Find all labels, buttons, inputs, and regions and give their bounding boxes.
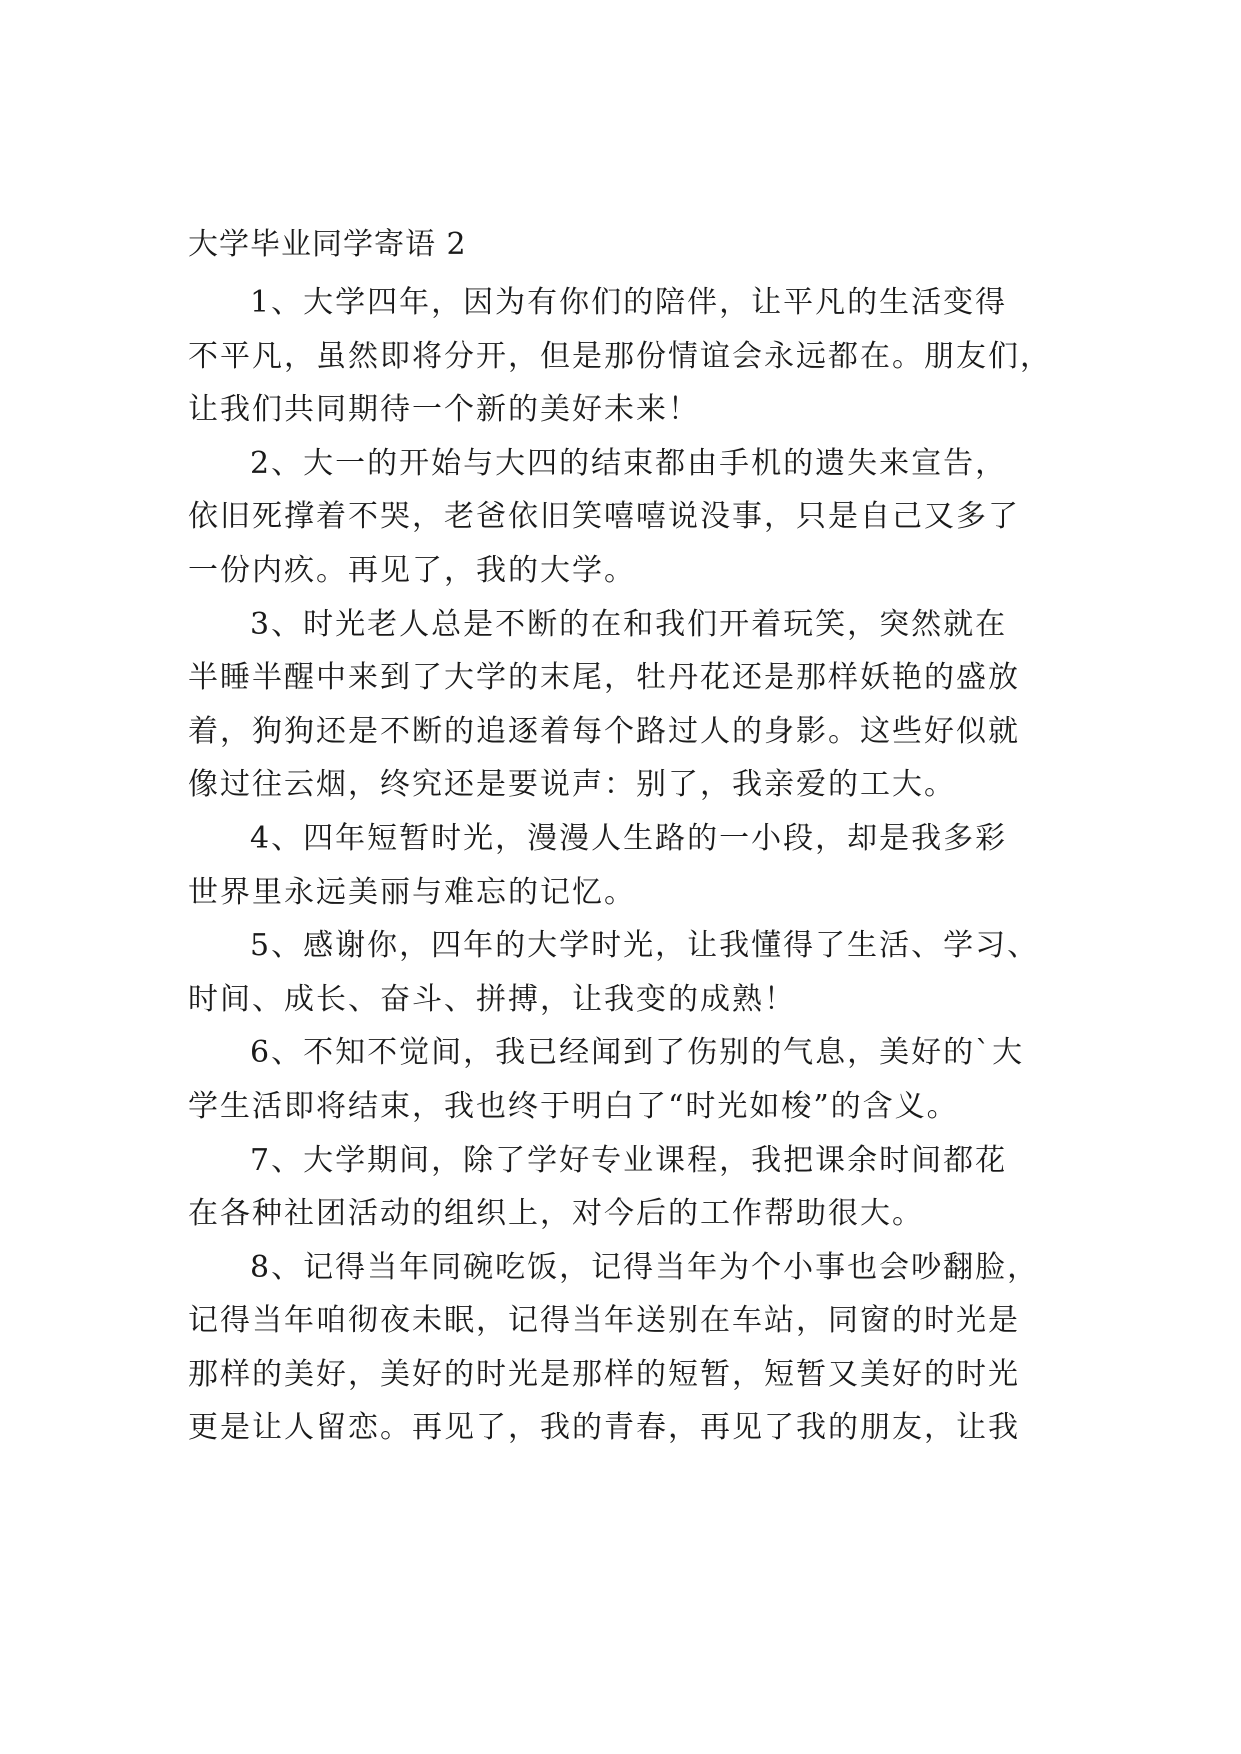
document-title: 大学毕业同学寄语 2 (188, 227, 467, 262)
paragraph-3 (188, 598, 1060, 812)
paragraph-line: 8、记得当年同碗吃饭，记得当年为个小事也会吵翻脸， (250, 1249, 1040, 1285)
paragraph-line: 不平凡，虽然即将分开，但是那份情谊会永远都在。朋友们， (188, 338, 1052, 374)
paragraph-line: 5、感谢你，四年的大学时光，让我懂得了生活、学习、 (250, 928, 1040, 964)
paragraph-line: 1、大学四年，因为有你们的陪伴，让平凡的生活变得 (250, 285, 1008, 320)
paragraph-line: 依旧死撑着不哭，老爸依旧笑嘻嘻说没事，只是自己又多了 (188, 499, 1020, 535)
paragraph-6 (188, 1026, 1060, 1133)
paragraph-line: 3、时光老人总是不断的在和我们开着玩笑，突然就在 (250, 606, 1008, 642)
paragraph-line: 着，狗狗还是不断的追逐着每个路过人的身影。这些好似就 (188, 713, 1020, 749)
document-page (188, 218, 1060, 1455)
paragraph-8 (188, 1241, 1060, 1455)
paragraph-line: 7、大学期间，除了学好专业课程，我把课余时间都花 (250, 1142, 1008, 1178)
paragraph-line: 一份内疚。再见了，我的大学。 (188, 552, 636, 588)
paragraph-2 (188, 437, 1060, 598)
paragraph-line: 学生活即将结束，我也终于明白了“时光如梭”的含义。 (188, 1088, 959, 1124)
paragraph-line: 那样的美好，美好的时光是那样的短暂，短暂又美好的时光 (188, 1356, 1020, 1392)
paragraph-line: 让我们共同期待一个新的美好未来！ (188, 392, 700, 428)
paragraph-line: 世界里永远美丽与难忘的记忆。 (188, 874, 636, 910)
paragraph-line: 2、大一的开始与大四的结束都由手机的遗失来宣告， (250, 445, 1008, 481)
paragraph-4 (188, 812, 1060, 919)
paragraph-line: 在各种社团活动的组织上，对今后的工作帮助很大。 (188, 1196, 924, 1232)
paragraph-line: 4、四年短暂时光，漫漫人生路的一小段，却是我多彩 (250, 820, 1008, 856)
paragraph-line: 记得当年咱彻夜未眠，记得当年送别在车站，同窗的时光是 (188, 1303, 1020, 1339)
paragraph-line: 半睡半醒中来到了大学的末尾，牡丹花还是那样妖艳的盛放 (188, 660, 1020, 696)
paragraph-line: 更是让人留恋。再见了，我的青春，再见了我的朋友，让我 (188, 1410, 1020, 1446)
paragraph-line: 像过往云烟，终究还是要说声：别了，我亲爱的工大。 (188, 767, 956, 803)
paragraph-1 (188, 276, 1060, 437)
paragraph-5 (188, 919, 1060, 1026)
paragraph-line: 时间、成长、奋斗、拼搏，让我变的成熟！ (188, 981, 796, 1017)
paragraph-7 (188, 1134, 1060, 1241)
paragraph-line: 6、不知不觉间，我已经闻到了伤别的气息，美好的`大 (250, 1035, 1025, 1071)
